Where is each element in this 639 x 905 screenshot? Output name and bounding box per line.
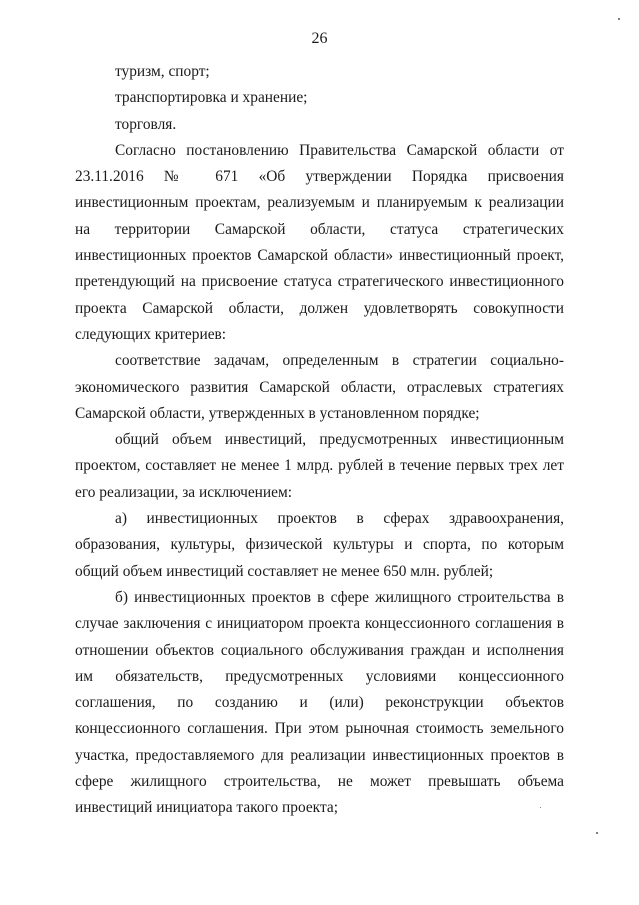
scan-speck — [540, 807, 541, 808]
scan-speck — [618, 18, 620, 20]
criterion-strategy: соответствие задачам, определенным в стратегии социально-экономического развития Самарской области, отраслевых стратегиях Самарской области, утвержденных в установленном порядке; — [75, 352, 564, 422]
paragraph-resolution: Согласно постановлению Правительства Самарской области от 23.11.2016 № 671 «Об утверждении Порядка присвоения инвестиционным проектам, реализуемым и планируемым к реализации на территории Самарской области, статуса стратегических инвестиционных проектов Самарской области» инвестиционный проект, претендующий на присвоение статуса стратегического инвестиционного проекта Самарской области, должен удовлетворять совокупности следующих критериев: — [75, 141, 564, 343]
body-text — [75, 59, 564, 822]
exception-b: б) инвестиционных проектов в сфере жилищного строительства в случае заключения с инициатором проекта концессионного соглашения в отношении объектов социального обслуживания граждан и исполнения им обязательств, предусмотренных условиями концессионного соглашения, по созданию и (или) реконструкции объектов концессионного соглашения. При этом рыночная стоимость земельного участка, предоставляемого для реализации инвестиционных проектов в сфере жилищного строительства, не может превышать объема инвестиций инициатора такого проекта; — [75, 588, 564, 817]
criterion-investment-volume: общий объем инвестиций, предусмотренных инвестиционным проектом, составляет не менее 1 млрд. рублей в течение первых трех лет его реализации, за исключением: — [75, 431, 564, 501]
scan-speck — [596, 832, 598, 834]
page-number: 26 — [311, 30, 328, 47]
list-item-trade: торговля. — [115, 115, 177, 133]
list-item-tourism: туризм, спорт; — [115, 63, 210, 80]
list-item-transport: транспортировка и хранение; — [115, 89, 308, 107]
exception-a: а) инвестиционных проектов в сферах здравоохранения, образования, культуры, физической культуры и спорта, по которым общий объем инвестиций составляет не менее 650 млн. рублей; — [75, 510, 564, 580]
